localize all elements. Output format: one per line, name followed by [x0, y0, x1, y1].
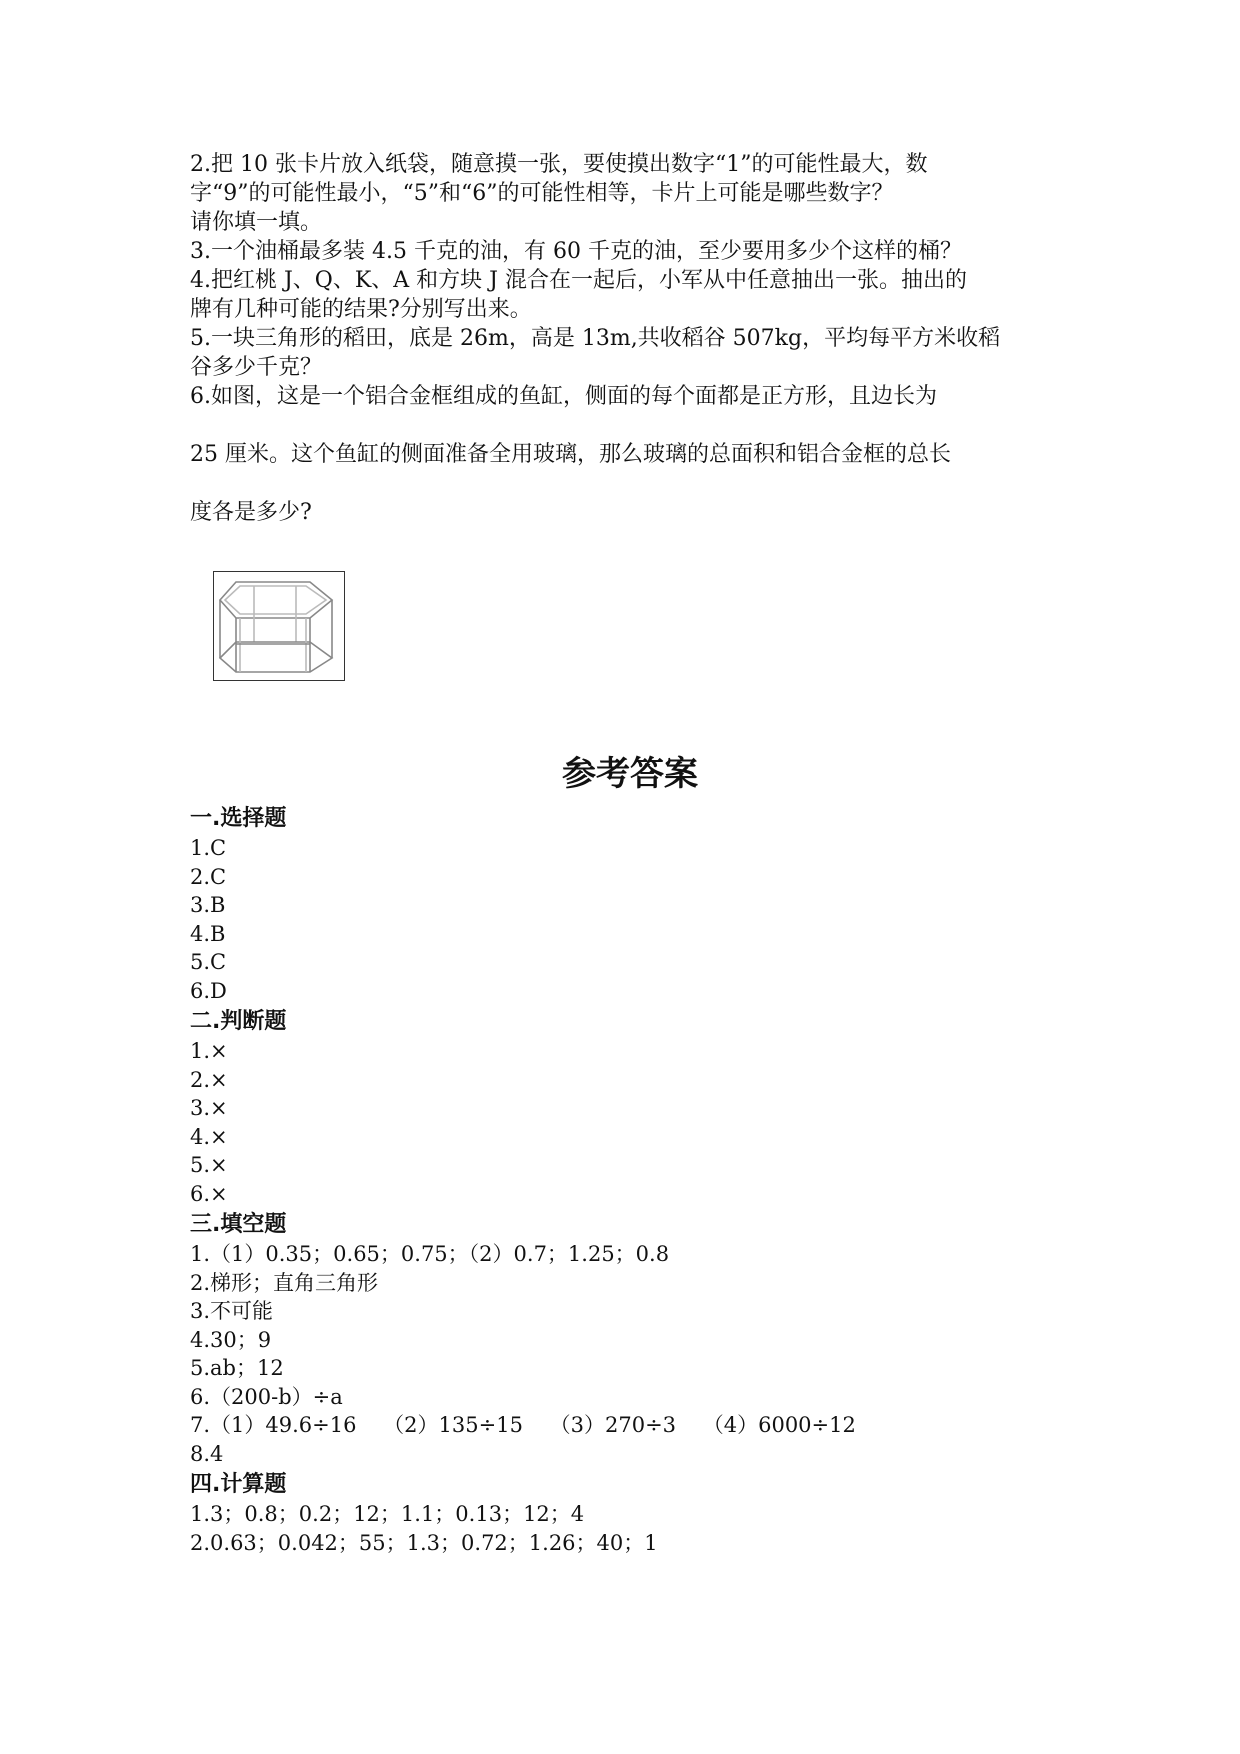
answer-key: [190, 752, 1070, 1557]
question-3-line-1: 3.一个油桶最多装 4.5 千克的油，有 60 千克的油，至少要用多少个这样的桶？: [190, 239, 962, 264]
answer-item: 2.×: [190, 1067, 228, 1092]
question-5-line-1: 5.一块三角形的稻田，底是 26m，高是 13m,共收稻谷 507kg，平均每平方米收稻: [190, 326, 1001, 351]
section-heading: 三.填空题: [190, 1212, 287, 1237]
question-5-line-2: 谷多少千克？: [190, 355, 323, 380]
answer-item: 6.×: [190, 1181, 228, 1206]
question-4-line-2: 牌有几种可能的结果?分别写出来。: [190, 297, 532, 322]
answer-item: 4.30；9: [190, 1327, 272, 1352]
answer-item: 2.C: [190, 864, 227, 889]
answer-item: 4.B: [190, 921, 226, 946]
answer-item: 1.C: [190, 836, 227, 860]
section-judge: [190, 1007, 1070, 1208]
answer-item: 5.C: [190, 950, 227, 974]
answer-item: 4.×: [190, 1124, 228, 1149]
section-heading: 四.计算题: [190, 1472, 287, 1497]
answer-item: 5.×: [190, 1153, 228, 1177]
answer-item: 1.（1）0.35；0.65；0.75；（2）0.7；1.25；0.8: [190, 1242, 670, 1266]
question-6-line-1: 6.如图，这是一个铝合金框组成的鱼缸，侧面的每个面都是正方形，且边长为: [190, 384, 937, 409]
answer-item: 2.0.63；0.042；55；1.3；0.72；1.26；40；1: [190, 1530, 658, 1555]
question-2-line-1: 2.把 10 张卡片放入纸袋，随意摸一张，要使摸出数字“1”的可能性最大，数: [190, 152, 928, 177]
question-4-line-1: 4.把红桃 J、Q、K、A 和方块 J 混合在一起后，小军从中任意抽出一张。抽出的: [190, 268, 967, 293]
section-fill-blank: [190, 1210, 1070, 1468]
hexagonal-prism-fish-tank-icon: [214, 572, 344, 680]
section-heading: 二.判断题: [190, 1009, 287, 1034]
section-choice: [190, 804, 1070, 1005]
answer-item: 5.ab；12: [190, 1356, 284, 1380]
question-2-line-2: 字“9”的可能性最小，“5”和“6”的可能性相等，卡片上可能是哪些数字？: [190, 181, 894, 206]
answer-item: 1.×: [190, 1039, 228, 1063]
question-6-line-2: 25 厘米。这个鱼缸的侧面准备全用玻璃，那么玻璃的总面积和铝合金框的总长: [190, 442, 951, 467]
answer-item: 3.×: [190, 1096, 228, 1120]
question-6-line-3: 度各是多少?: [190, 500, 312, 525]
answer-item: 2.梯形；直角三角形: [190, 1270, 379, 1295]
answer-item: 8.4: [190, 1441, 224, 1466]
question-2-line-3: 请你填一填。: [190, 210, 323, 235]
section-calculation: [190, 1470, 1070, 1557]
answer-item: 6.（200-b）÷a: [190, 1384, 343, 1409]
section-heading: 一.选择题: [190, 806, 287, 831]
answer-key-title: 参考答案: [562, 754, 698, 794]
answer-item: 6.D: [190, 978, 227, 1003]
fish-tank-figure: [213, 571, 345, 681]
answer-item: 7.（1）49.6÷16 （2）135÷15 （3）270÷3 （4）6000÷12: [190, 1413, 856, 1437]
answer-item: 3.不可能: [190, 1299, 274, 1323]
answer-item: 1.3；0.8；0.2；12；1.1；0.13；12；4: [190, 1502, 585, 1526]
answer-item: 3.B: [190, 893, 226, 917]
questions-block: [190, 150, 1070, 527]
